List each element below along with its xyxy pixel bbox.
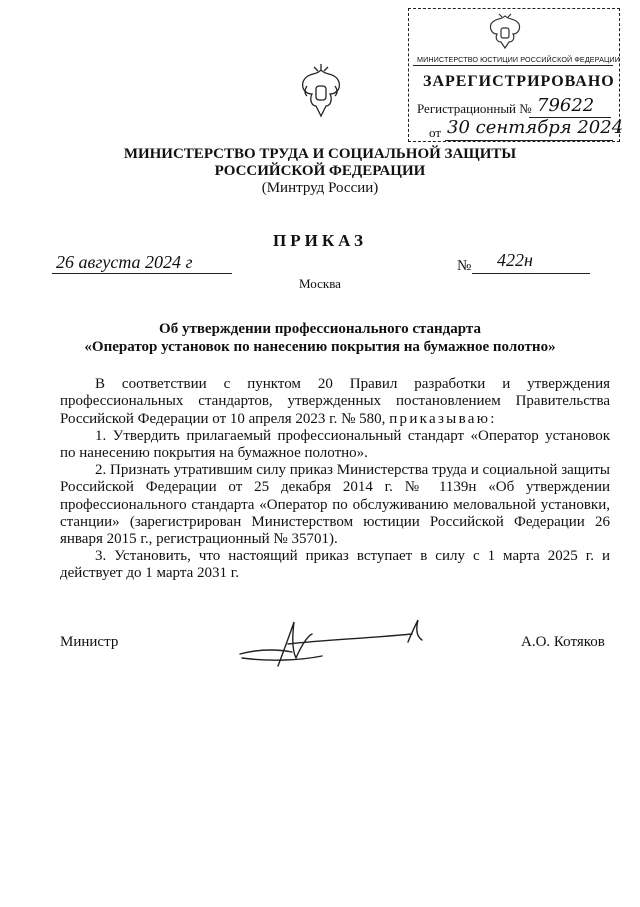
paragraph-preamble xyxy=(60,376,610,428)
stamp-reg-number: 79622 xyxy=(537,95,595,116)
stamp-date-label: от xyxy=(429,125,442,140)
stamp-reg-number-label: Регистрационный № xyxy=(417,101,532,116)
order-number-label: № xyxy=(457,258,472,274)
stamp-divider xyxy=(413,65,613,66)
stamp-date-line xyxy=(445,140,613,141)
double-headed-eagle-icon xyxy=(299,62,343,122)
registration-stamp xyxy=(408,8,624,142)
date-underline xyxy=(52,273,232,274)
signer-position: Министр xyxy=(60,634,119,650)
handwritten-signature xyxy=(232,614,452,674)
paragraph-item-2: 2. Признать утратившим силу приказ Министерства труда и социальной защиты Российской Федерации от 25 декабря 2014 г. № 1139н «Об утверждении профессионального стандарта «Оператор по обслуживанию меловальной установки, станции» (зарегистрирован Министерством юстиции Российской Федерации 26 января 2015 г., регистрационный № 35701). xyxy=(60,462,610,548)
number-underline xyxy=(472,273,590,274)
paragraph-item-1: 1. Утвердить прилагаемый профессиональный стандарт «Оператор установок по нанесению покрытия на бумажное полотно». xyxy=(60,428,610,462)
stamp-registered: ЗАРЕГИСТРИРОВАНО xyxy=(423,73,615,90)
ministry-short-name: (Минтруд России) xyxy=(261,180,379,196)
document-type: ПРИКАЗ xyxy=(273,231,367,250)
order-number: 422н xyxy=(497,250,533,270)
paragraph-item-3: 3. Установить, что настоящий приказ вступает в силу с 1 марта 2025 г. и действует до 1 марта 2031 г. xyxy=(60,548,610,582)
order-word: приказываю: xyxy=(389,410,497,427)
ministry-name-line2: РОССИЙСКОЙ ФЕДЕРАЦИИ xyxy=(214,163,426,179)
order-date: 26 августа 2024 г xyxy=(56,252,193,272)
preamble-text: В соответствии с пунктом 20 Правил разработки и утверждения профессиональных стандартов, утвержденных постановлением Правительства Российской Федерации от 10 апреля 2023 г. № 580, xyxy=(60,376,610,427)
stamp-date: 30 сентября 2024 xyxy=(447,117,624,138)
ministry-name-line1: МИНИСТЕРСТВО ТРУДА И СОЦИАЛЬНОЙ ЗАЩИТЫ xyxy=(123,146,517,162)
signer-name: А.О. Котяков xyxy=(521,634,605,650)
order-title-line1: Об утверждении профессионального стандарта xyxy=(159,321,481,337)
city: Москва xyxy=(299,276,341,291)
stamp-ministry: МИНИСТЕРСТВО ЮСТИЦИИ РОССИЙСКОЙ ФЕДЕРАЦИИ xyxy=(417,55,620,64)
order-title-line2: «Оператор установок по нанесению покрытия на бумажное полотно» xyxy=(84,339,556,355)
